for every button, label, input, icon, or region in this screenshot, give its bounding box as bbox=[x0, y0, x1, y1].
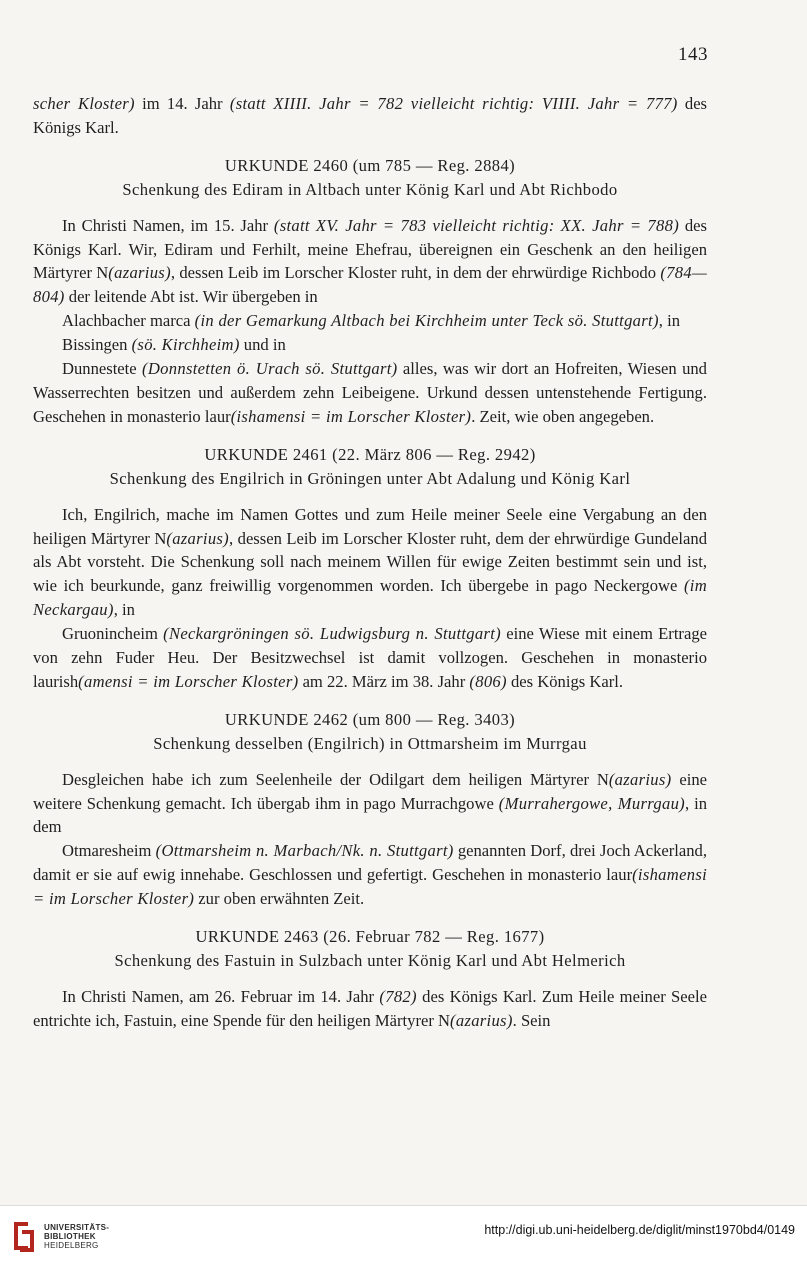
library-logo-text bbox=[44, 1223, 109, 1250]
text-column bbox=[33, 92, 707, 1033]
urkunde-subheading: Schenkung desselben (Engilrich) in Ottmarsheim im Murrgau bbox=[153, 733, 587, 753]
page-number: 143 bbox=[678, 44, 708, 65]
urkunde-subheading: Schenkung des Ediram in Altbach unter König Karl und Abt Richbodo bbox=[122, 179, 618, 199]
body-paragraph: Ich, Engilrich, mache im Namen Gottes und zum Heile meiner Seele eine Vergabung an den heiligen Märtyrer N(azarius), dessen Leib im Lorscher Kloster ruht, dem der ehrwürdige Gundeland als Abt vorsteht. Die Schenkung soll nach meinem Willen für ewige Zeiten bestimmt sein und ist, wie ich beurkunde, ganz freiwillig vorgenommen worden. Ich übergebe in pago Neckergowe (im Neckargau), in bbox=[33, 504, 707, 620]
urkunde-heading: URKUNDE 2462 (um 800 — Reg. 3403) bbox=[224, 709, 516, 729]
logo-line: HEIDELBERG bbox=[44, 1241, 99, 1250]
footer-bar bbox=[0, 1205, 807, 1266]
body-paragraph: scher Kloster) im 14. Jahr (statt XIIII. Jahr = 782 vielleicht richtig: VIIII. Jahr = 777) des Königs Karl. bbox=[33, 94, 708, 137]
urkunde-heading: URKUNDE 2461 (22. März 806 — Reg. 2942) bbox=[204, 444, 536, 464]
urkunde-subheading: Schenkung des Engilrich in Gröningen unter Abt Adalung und König Karl bbox=[109, 468, 631, 488]
body-paragraph: In Christi Namen, im 15. Jahr (statt XV. Jahr = 783 vielleicht richtig: XX. Jahr = 788) des Königs Karl. Wir, Ediram und Ferhilt, meine Ehefrau, übereignen ein Geschenk an den heiligen Märtyrer N(azarius), dessen Leib im Lorscher Kloster ruht, in dem der ehrwürdige Richbodo (784—804) der leitende Abt ist. Wir übergeben in bbox=[33, 215, 707, 307]
body-paragraph: Alachbacher marca (in der Gemarkung Altbach bei Kirchheim unter Teck sö. Stuttgart), in bbox=[62, 311, 680, 331]
body-paragraph: Otmaresheim (Ottmarsheim n. Marbach/Nk. n. Stuttgart) genannten Dorf, drei Joch Ackerland, damit er sie auf ewig innehabe. Geschlossen und gefertigt. Geschehen in monasterio laur(ishamensi = im Lorscher Kloster) zur oben erwähnten Zeit. bbox=[33, 841, 707, 909]
logo-line: BIBLIOTHEK bbox=[44, 1232, 96, 1241]
body-paragraph: Desgleichen habe ich zum Seelenheile der Odilgart dem heiligen Märtyrer N(azarius) eine weitere Schenkung gemacht. Ich übergab ihm in pago Murrachgowe (Murrahergowe, Murrgau), in dem bbox=[33, 769, 707, 837]
urkunde-subheading: Schenkung des Fastuin in Sulzbach unter König Karl und Abt Helmerich bbox=[114, 951, 626, 970]
source-url-link[interactable]: http://digi.ub.uni-heidelberg.de/diglit/minst1970bd4/0149 bbox=[484, 1223, 795, 1237]
body-paragraph: Bissingen (sö. Kirchheim) und in bbox=[62, 335, 286, 355]
logo-line: UNIVERSITÄTS- bbox=[44, 1223, 110, 1232]
body-paragraph: Dunnestete (Donnstetten ö. Urach sö. Stuttgart) alles, was wir dort an Hofreiten, Wiesen und Wasserrechten besitzen und außerdem zehn Leibeigene. Urkund dessen untenstehende Fertigung. Geschehen in monasterio laur(ishamensi = im Lorscher Kloster). Zeit, wie oben angegeben. bbox=[33, 359, 707, 426]
body-paragraph: In Christi Namen, am 26. Februar im 14. Jahr (782) des Königs Karl. Zum Heile meiner Seele entrichte ich, Fastuin, eine Spende für den heiligen Märtyrer N(azarius). Sein bbox=[33, 986, 707, 1030]
urkunde-heading: URKUNDE 2460 (um 785 — Reg. 2884) bbox=[224, 155, 516, 175]
body-paragraph: Gruonincheim (Neckargröningen sö. Ludwigsburg n. Stuttgart) eine Wiese mit einem Ertrage von zehn Fuder Heu. Der Besitzwechsel ist damit vollzogen. Geschehen in monasterio laurish(amensi = im Lorscher Kloster) am 22. März im 38. Jahr (806) des Königs Karl. bbox=[33, 624, 707, 691]
library-logo-icon bbox=[10, 1216, 38, 1256]
urkunde-heading: URKUNDE 2463 (26. Februar 782 — Reg. 1677) bbox=[195, 927, 545, 947]
